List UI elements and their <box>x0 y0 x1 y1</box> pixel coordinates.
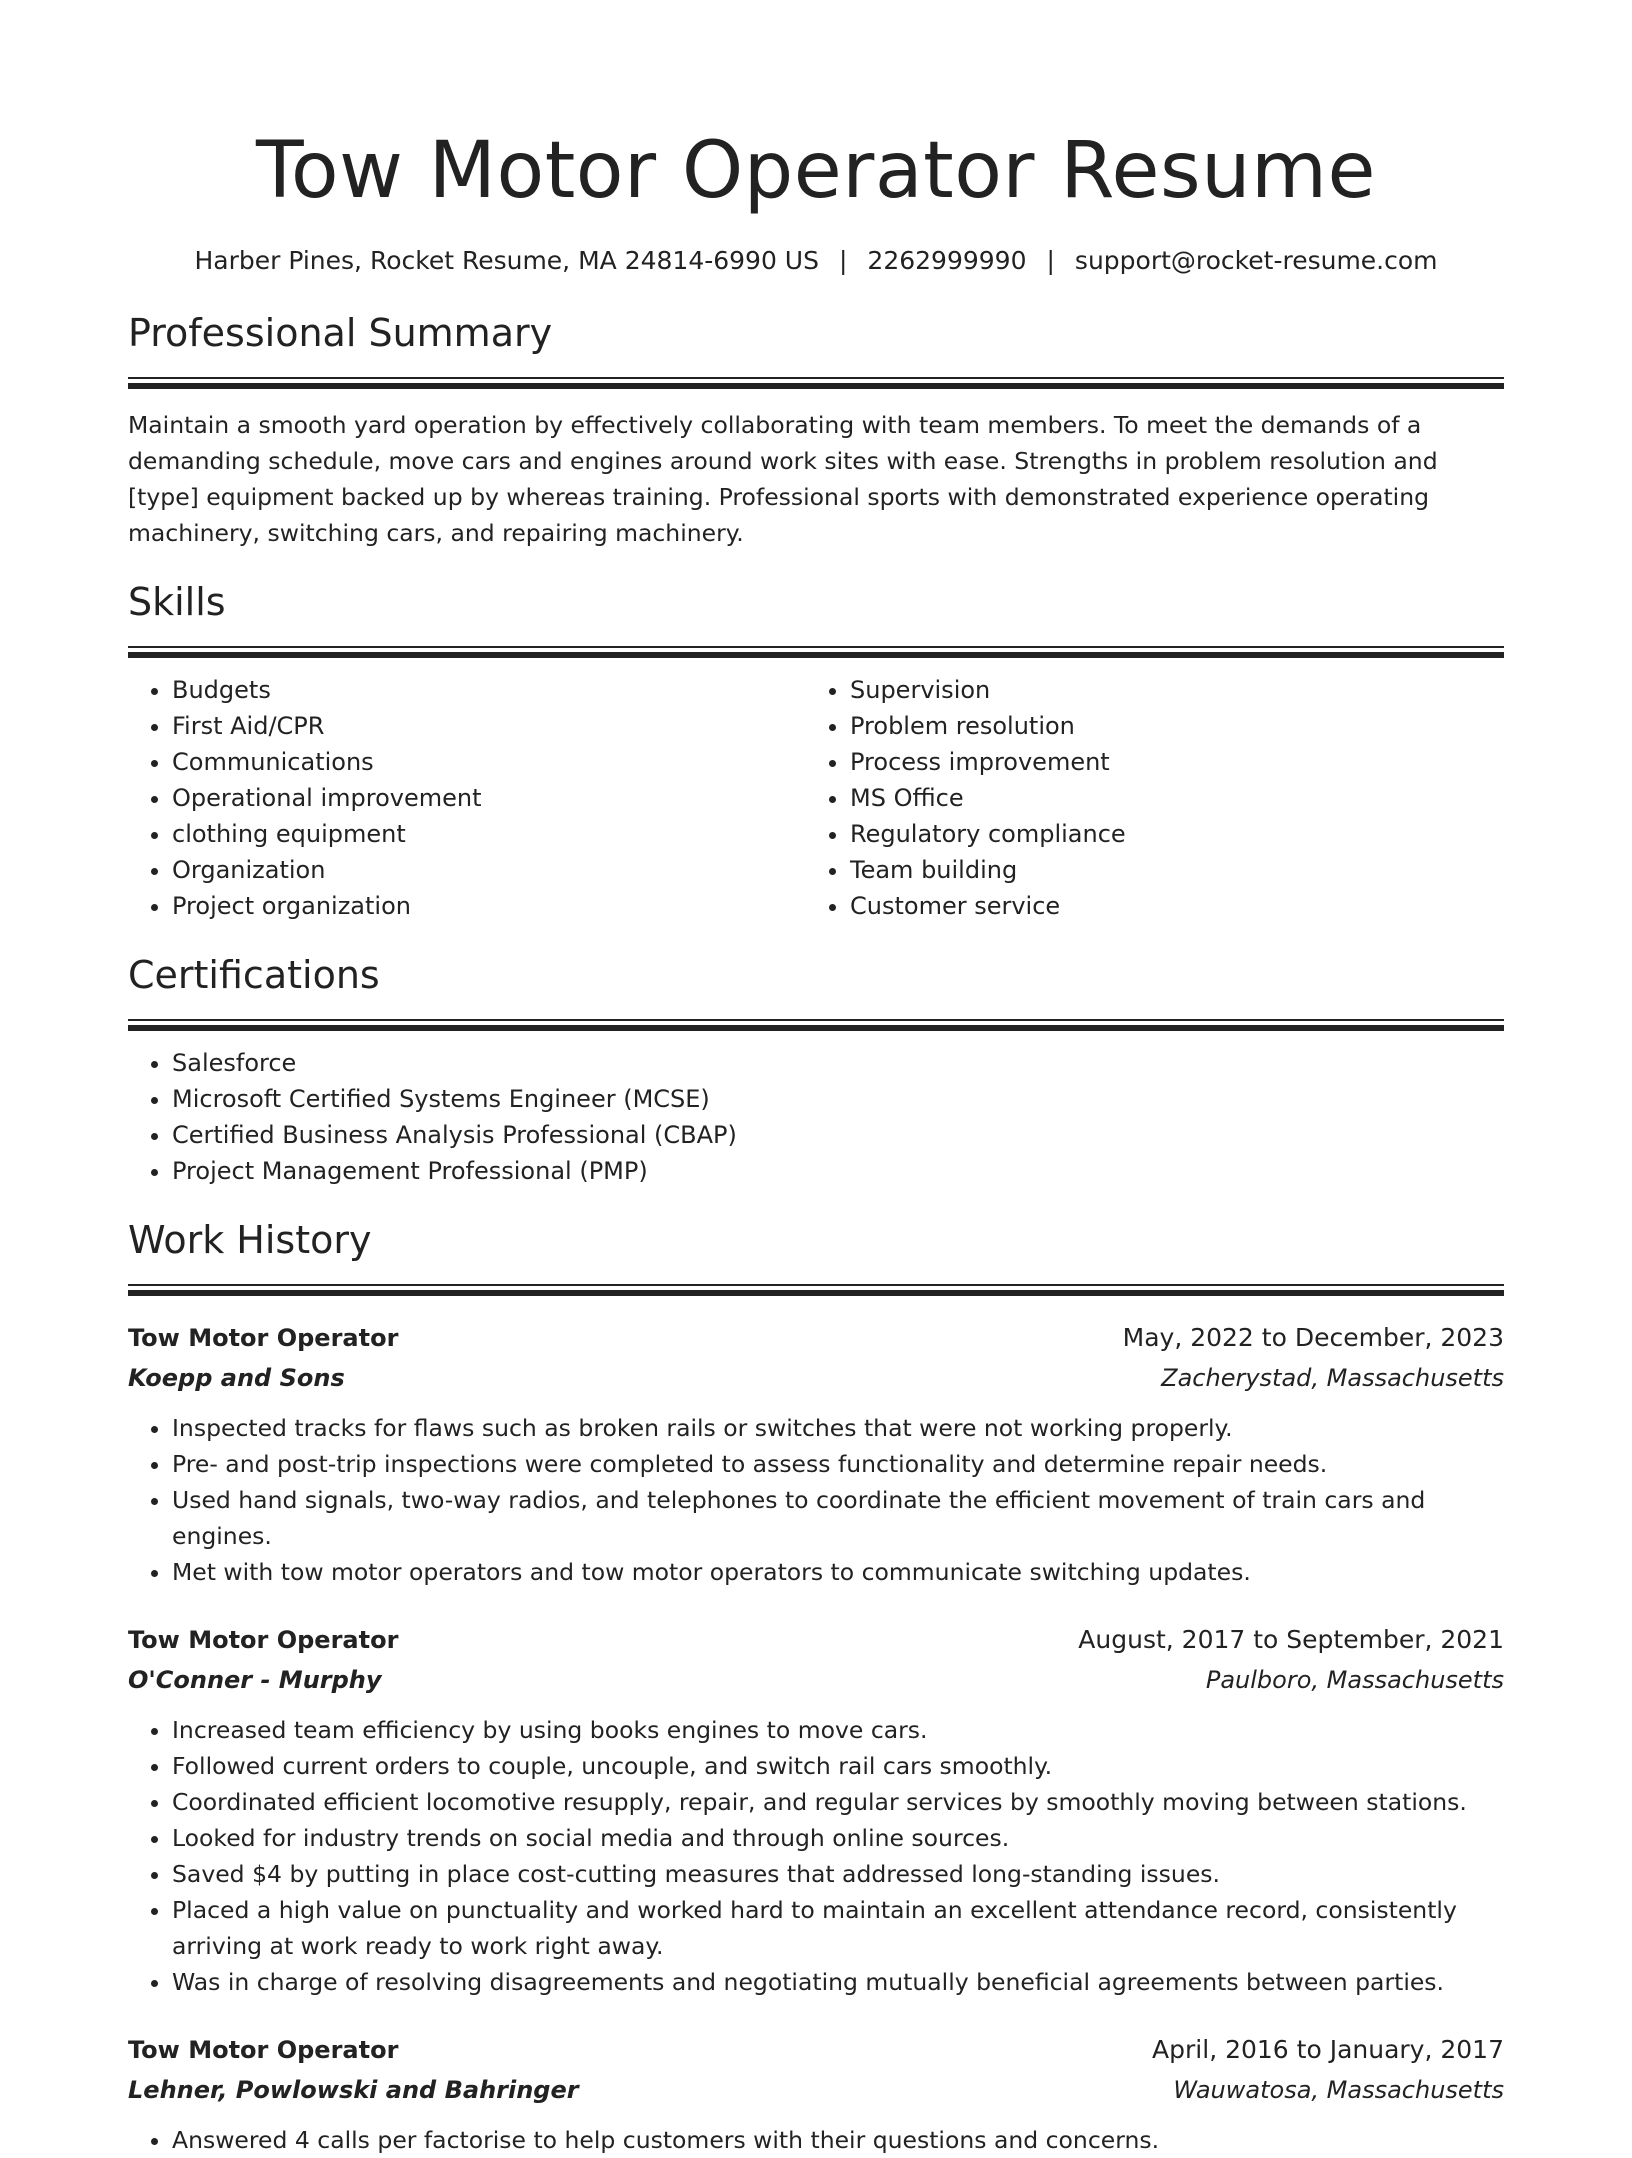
section-divider <box>128 646 1504 658</box>
skill-item: • First Aid/CPR <box>172 708 806 744</box>
job-entry <box>128 2030 1504 2158</box>
job-bullet: • Met with tow motor operators and tow motor operators to communicate switching updates. <box>172 1554 1504 1590</box>
job-dates: May, 2022 to December, 2023 <box>1122 1323 1504 1352</box>
skills-list-right <box>806 672 1484 924</box>
job-bullets <box>128 1712 1504 2000</box>
skill-item: • Problem resolution <box>850 708 1484 744</box>
skill-item: • Organization <box>172 852 806 888</box>
skills-columns <box>128 672 1504 924</box>
job-bullet: • Answered 4 calls per factorise to help customers with their questions and concerns. <box>172 2122 1504 2158</box>
summary-text: Maintain a smooth yard operation by effectively collaborating with team members. To meet the demands of a demanding schedule, move cars and engines around work sites with ease. Strengths in problem resolution and [type] equipment backed up by whereas training. Professional sports with demonstrated experience operating machinery, switching cars, and repairing machinery. <box>128 411 1438 547</box>
skill-item: • Process improvement <box>850 744 1484 780</box>
skill-item: • Regulatory compliance <box>850 816 1484 852</box>
job-company: Koepp and Sons <box>128 1364 345 1392</box>
job-dates: April, 2016 to January, 2017 <box>1152 2035 1504 2064</box>
job-bullet: • Pre- and post-trip inspections were completed to assess functionality and determine repair needs. <box>172 1446 1504 1482</box>
skill-item: • Project organization <box>172 888 806 924</box>
certification-item: • Salesforce <box>172 1045 1504 1081</box>
skill-item: • Customer service <box>850 888 1484 924</box>
contact-separator: | <box>838 246 848 275</box>
skill-item: • clothing equipment <box>172 816 806 852</box>
job-company: O'Conner - Murphy <box>128 1666 382 1694</box>
certifications-list <box>128 1045 1504 1189</box>
job-title: Tow Motor Operator <box>128 2036 399 2064</box>
section-title-work-history: Work History <box>128 1218 372 1262</box>
job-bullet: • Increased team efficiency by using books engines to move cars. <box>172 1712 1504 1748</box>
work-history-section <box>128 1215 1504 2158</box>
job-bullet: • Used hand signals, two-way radios, and telephones to coordinate the efficient movement of train cars and engines. <box>172 1482 1504 1554</box>
job-subheader <box>128 2070 1504 2110</box>
certification-item: • Microsoft Certified Systems Engineer (MCSE) <box>172 1081 1504 1117</box>
job-dates: August, 2017 to September, 2021 <box>1078 1625 1504 1654</box>
job-header <box>128 1620 1504 1660</box>
section-divider <box>128 377 1504 389</box>
resume-title: Tow Motor Operator Resume <box>255 126 1377 216</box>
job-location: Wauwatosa, Massachusetts <box>1173 2076 1504 2104</box>
section-title-skills: Skills <box>128 580 226 624</box>
section-title-summary: Professional Summary <box>128 311 553 355</box>
job-location: Paulboro, Massachusetts <box>1205 1666 1504 1694</box>
skill-item: • MS Office <box>850 780 1484 816</box>
skills-section <box>128 577 1504 924</box>
job-bullets <box>128 2122 1504 2158</box>
skill-item: • Team building <box>850 852 1484 888</box>
job-bullet: • Placed a high value on punctuality and worked hard to maintain an excellent attendance record, consistently arriving at work ready to work right away. <box>172 1892 1504 1964</box>
contact-email: support@rocket-resume.com <box>1074 246 1438 275</box>
section-divider <box>128 1284 1504 1296</box>
contact-phone: 2262999990 <box>867 246 1027 275</box>
job-entry <box>128 1318 1504 1590</box>
skill-item: • Supervision <box>850 672 1484 708</box>
job-bullet: • Was in charge of resolving disagreements and negotiating mutually beneficial agreements between parties. <box>172 1964 1504 2000</box>
job-company: Lehner, Powlowski and Bahringer <box>128 2076 579 2104</box>
section-divider <box>128 1019 1504 1031</box>
certification-item: • Project Management Professional (PMP) <box>172 1153 1504 1189</box>
job-title: Tow Motor Operator <box>128 1626 399 1654</box>
section-title-certifications: Certifications <box>128 953 380 997</box>
job-location: Zacherystad, Massachusetts <box>1161 1364 1504 1392</box>
job-bullet: • Saved $4 by putting in place cost-cutting measures that addressed long-standing issues. <box>172 1856 1504 1892</box>
certification-item: • Certified Business Analysis Professional (CBAP) <box>172 1117 1504 1153</box>
resume-page <box>128 0 1504 2158</box>
contact-address: Harber Pines, Rocket Resume, MA 24814-6990 US <box>194 246 819 275</box>
skill-item: • Communications <box>172 744 806 780</box>
contact-line <box>128 244 1504 278</box>
certifications-section <box>128 950 1504 1189</box>
job-bullet: • Coordinated efficient locomotive resupply, repair, and regular services by smoothly moving between stations. <box>172 1784 1504 1820</box>
job-entry <box>128 1620 1504 2000</box>
job-header <box>128 2030 1504 2070</box>
skill-item: • Operational improvement <box>172 780 806 816</box>
job-bullets <box>128 1410 1504 1590</box>
skill-item: • Budgets <box>172 672 806 708</box>
job-bullet: • Inspected tracks for flaws such as broken rails or switches that were not working properly. <box>172 1410 1504 1446</box>
skills-list-left <box>128 672 806 924</box>
summary-section <box>128 308 1504 551</box>
job-subheader <box>128 1358 1504 1398</box>
job-bullet: • Looked for industry trends on social media and through online sources. <box>172 1820 1504 1856</box>
job-subheader <box>128 1660 1504 1700</box>
job-header <box>128 1318 1504 1358</box>
contact-separator: | <box>1046 246 1055 275</box>
job-title: Tow Motor Operator <box>128 1324 399 1352</box>
job-bullet: • Followed current orders to couple, uncouple, and switch rail cars smoothly. <box>172 1748 1504 1784</box>
